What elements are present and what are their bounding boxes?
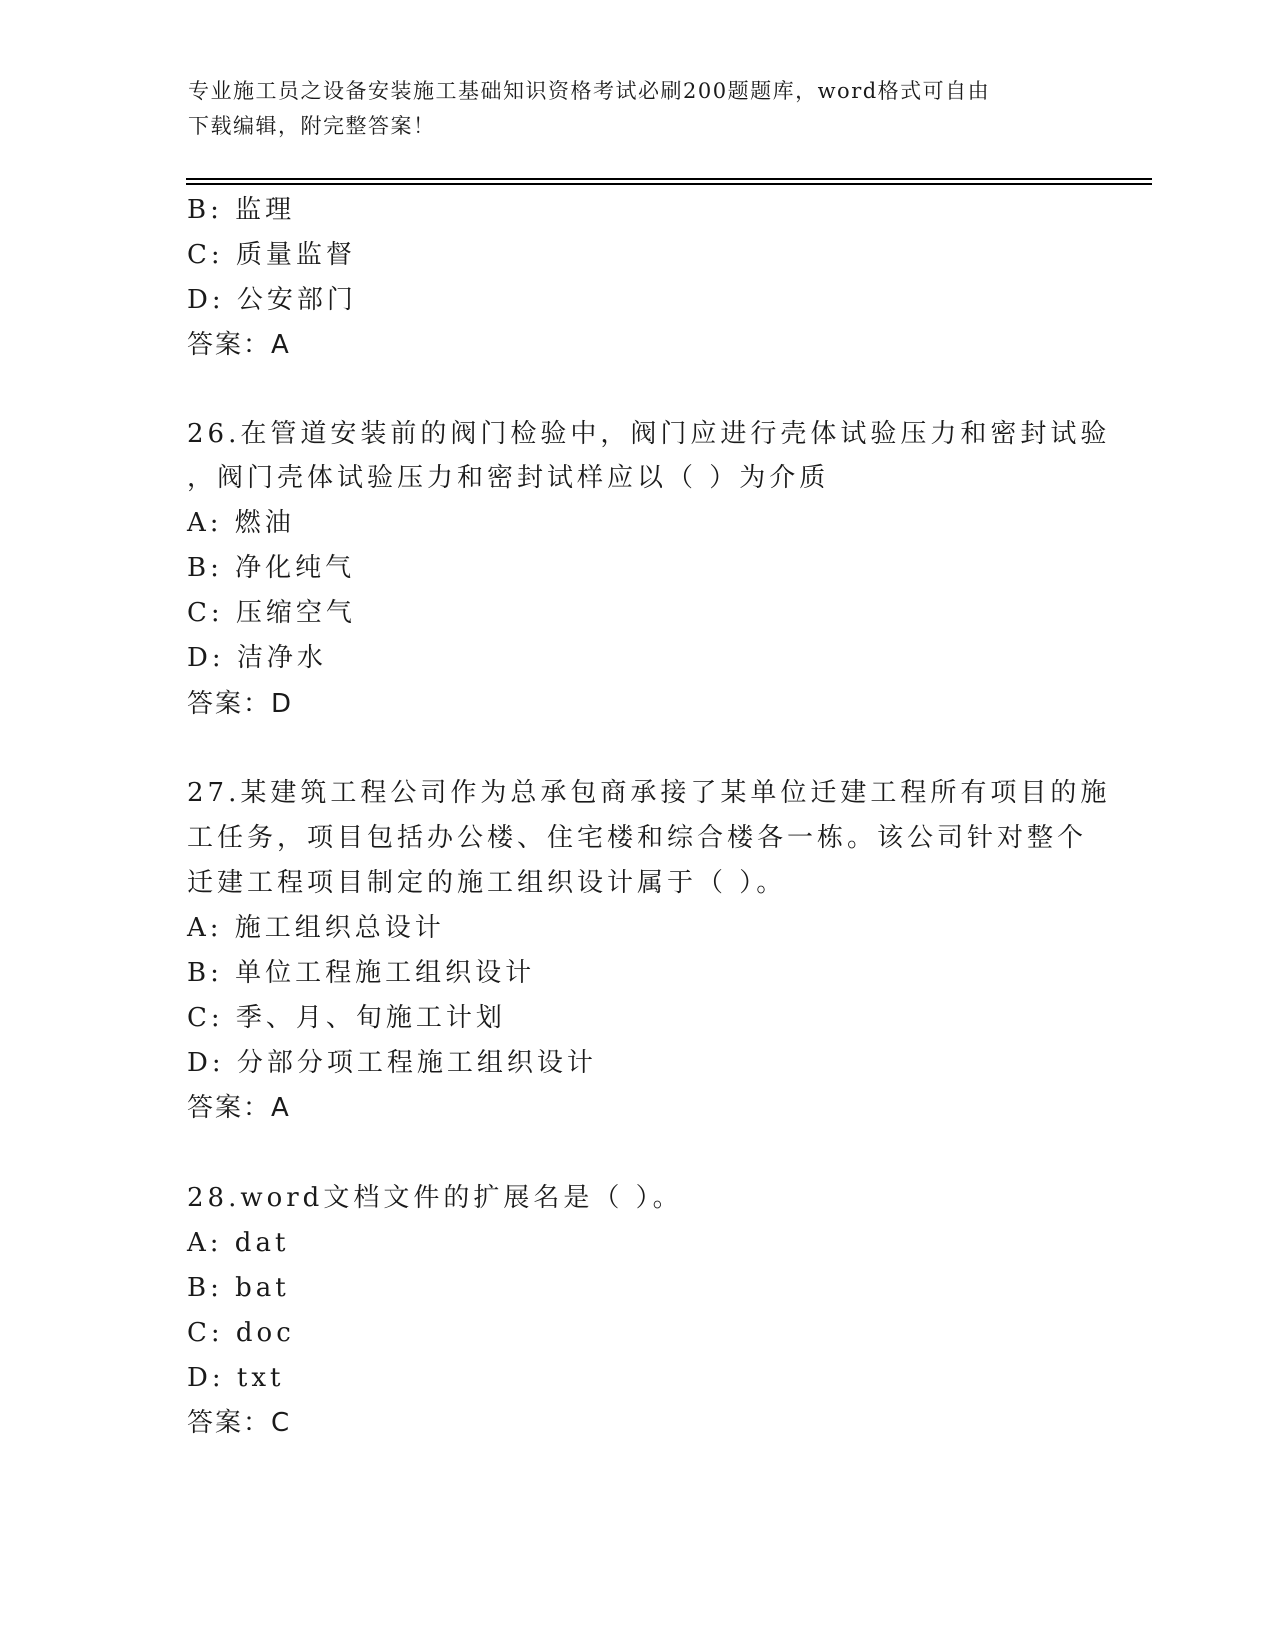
q27-option-b: B: 单位工程施工组织设计 xyxy=(187,958,536,988)
q25-option-d: D: 公安部门 xyxy=(187,285,357,315)
q26-answer-value: D xyxy=(271,689,294,719)
q27-stem-line-3: 迁建工程项目制定的施工组织设计属于（ ）。 xyxy=(187,868,787,898)
q28-answer-label: 答案： xyxy=(187,1408,272,1438)
q26-option-b: B: 净化纯气 xyxy=(187,553,356,583)
header-rule-bottom xyxy=(186,183,1152,185)
q25-option-b: B: 监理 xyxy=(187,195,296,225)
q27-answer-value: A xyxy=(271,1093,291,1123)
header-line-1: 专业施工员之设备安装施工基础知识资格考试必刷200题题库，word格式可自由 xyxy=(188,79,991,103)
q25-answer xyxy=(187,327,291,363)
q27-answer xyxy=(187,1090,291,1126)
document-header xyxy=(188,74,1068,144)
q25-option-c: C: 质量监督 xyxy=(187,240,356,270)
header-line-2: 下载编辑，附完整答案！ xyxy=(188,114,436,138)
q27-option-d: D: 分部分项工程施工组织设计 xyxy=(187,1048,597,1078)
q27-stem-line-1: 27.某建筑工程公司作为总承包商承接了某单位迁建工程所有项目的施 xyxy=(187,778,1111,808)
q26-answer-label: 答案： xyxy=(187,689,272,719)
q26-option-c: C: 压缩空气 xyxy=(187,598,356,628)
q28-option-b: B: bat xyxy=(187,1273,290,1303)
q26-option-d: D: 洁净水 xyxy=(187,643,327,673)
q27-option-a: A: 施工组织总设计 xyxy=(187,913,445,943)
q28-stem-line-1: 28.word文档文件的扩展名是（ ）。 xyxy=(187,1183,683,1213)
q28-answer-value: C xyxy=(271,1408,292,1438)
q25-answer-value: A xyxy=(271,330,291,360)
q28-option-d: D: txt xyxy=(187,1363,285,1393)
q28-answer xyxy=(187,1405,291,1441)
q27-option-c: C: 季、月、旬施工计划 xyxy=(187,1003,506,1033)
header-rule-top xyxy=(186,178,1152,180)
q28-option-c: C: doc xyxy=(187,1318,295,1348)
q26-stem-line-1: 26.在管道安装前的阀门检验中，阀门应进行壳体试验压力和密封试验 xyxy=(187,419,1111,449)
q25-answer-label: 答案： xyxy=(187,330,272,360)
q26-option-a: A: 燃油 xyxy=(187,508,295,538)
q27-answer-label: 答案： xyxy=(187,1093,272,1123)
q26-answer xyxy=(187,686,293,722)
q27-stem-line-2: 工任务，项目包括办公楼、住宅楼和综合楼各一栋。该公司针对整个 xyxy=(187,823,1088,853)
q28-option-a: A: dat xyxy=(187,1228,290,1258)
q26-stem-line-2: ，阀门壳体试验压力和密封试样应以（ ）为介质 xyxy=(187,463,830,493)
